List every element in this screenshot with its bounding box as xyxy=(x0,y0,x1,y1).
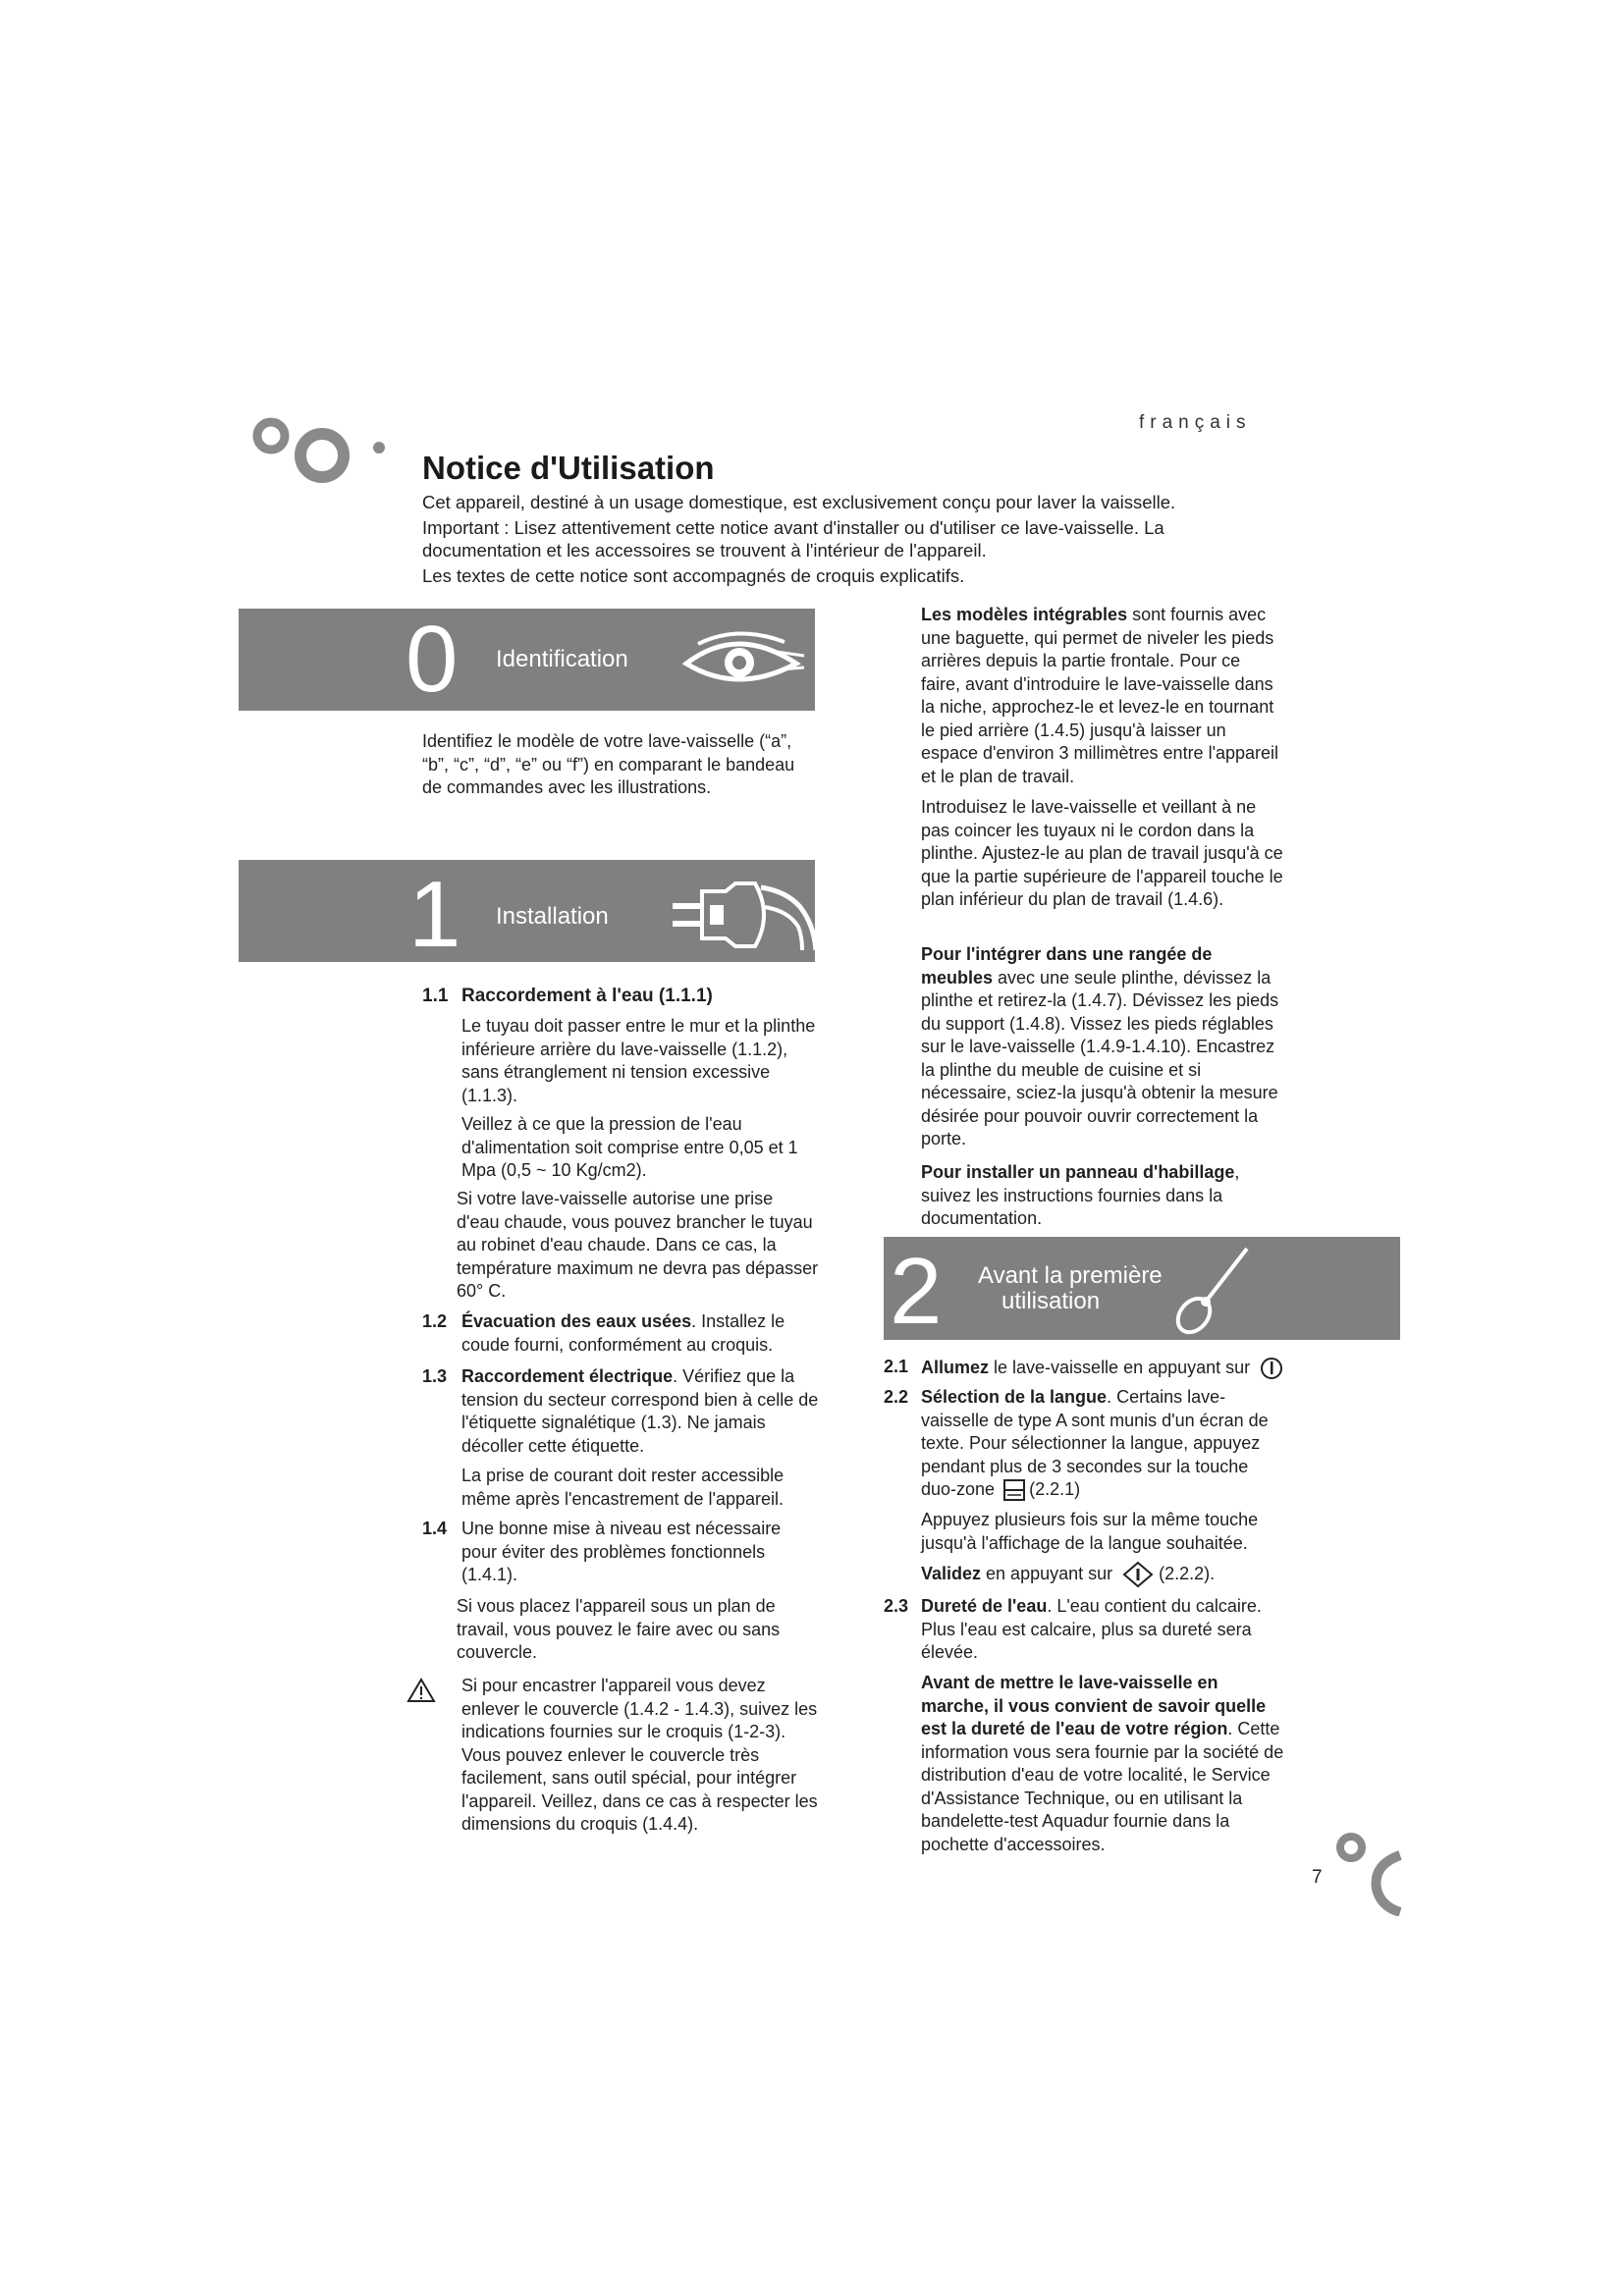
section-0-text: Identifiez le modèle de votre lave-vaisselle (“a”, “b”, “c”, “d”, “e” ou “f”) en comparant le bandeau de commandes avec les illustrations. xyxy=(422,731,795,797)
paragraph-lead: Avant de mettre le lave-vaisselle en marche, il vous convient de savoir quelle est la dureté de l'eau de votre région xyxy=(921,1673,1267,1738)
paragraph: La prise de courant doit rester accessible même après l'encastrement de l'appareil. xyxy=(461,1466,785,1509)
warning-icon xyxy=(406,1677,436,1704)
paragraph-lead: Pour installer un panneau d'habillage xyxy=(921,1162,1235,1182)
item-text-1-2: . Installez le coude fourni, conformément au croquis. xyxy=(461,1311,785,1355)
paragraph: Veillez à ce que la pression de l'eau d'alimentation soit comprise entre 0,05 et 1 Mpa (0,5 ~ 10 Kg/cm2). xyxy=(461,1114,798,1180)
item-title-2-3: Dureté de l'eau xyxy=(921,1596,1048,1616)
item-text-2-3: . L'eau contient du calcaire. Plus l'eau est calcaire, plus sa dureté sera élevée. xyxy=(921,1596,1262,1662)
paragraph xyxy=(921,1161,1284,1231)
section-number: 1 xyxy=(408,862,461,962)
item-title-2-2: Sélection de la langue xyxy=(921,1387,1108,1407)
intro-paragraph: Important : Lisez attentivement cette notice avant d'installer ou d'utiliser ce lave-vaisselle. La documentation et les accessoires se trouvent à l'intérieur de l'appareil. xyxy=(422,517,1164,561)
paragraph-text: sont fournis avec une baguette, qui permet de niveler les pieds arrières depuis la partie frontale. Pour ce faire, avant d'introduire le lave-vaisselle dans la niche, approchez-le et levez-le en tournant le pied arrière (1.4.5) jusqu'à laisser un espace d'environ 3 millimètres entre l'appareil et le plan de travail. xyxy=(921,605,1279,786)
page-number: 7 xyxy=(1312,1867,1323,1888)
item-text-2-2: . Certains lave-vaisselle de type A sont munis d'un écran de texte. Pour sélectionner la langue, appuyez pendant plus de 3 secondes sur la touche duo-zone xyxy=(921,1387,1269,1499)
item-1-2 xyxy=(461,1310,820,1357)
intro-paragraph: Les textes de cette notice sont accompagnés de croquis explicatifs. xyxy=(422,565,965,586)
item-number-1-4: 1.4 xyxy=(422,1519,448,1538)
paragraph-lead: Les modèles intégrables xyxy=(921,605,1128,624)
item-2-3 xyxy=(921,1595,1284,1665)
item-ref: (2.2.2). xyxy=(1159,1563,1216,1583)
section-label: utilisation xyxy=(1001,1288,1101,1314)
language-label: français xyxy=(1139,412,1252,433)
duo-zone-icon xyxy=(1002,1478,1026,1502)
brand-logo-icon xyxy=(244,412,391,501)
item-number-1-2: 1.2 xyxy=(422,1311,448,1331)
tool-icon xyxy=(1166,1245,1255,1335)
item-text-1-4: Une bonne mise à niveau est nécessaire pour éviter des problèmes fonctionnels (1.4.1). xyxy=(461,1519,782,1584)
item-2-2 xyxy=(921,1386,1284,1502)
item-number-2-1: 2.1 xyxy=(884,1357,909,1376)
paragraph xyxy=(921,604,1284,788)
section-0-banner xyxy=(239,609,815,711)
section-number: 0 xyxy=(406,609,459,711)
power-button-icon xyxy=(1259,1356,1284,1381)
item-title-1-3: Raccordement électrique xyxy=(461,1366,674,1386)
paragraph xyxy=(921,943,1284,1151)
item-ref: (2.2.1) xyxy=(1029,1479,1081,1499)
section-1-banner xyxy=(239,860,815,962)
paragraph: Le tuyau doit passer entre le mur et la plinthe inférieure arrière du lave-vaisselle (1.1.2), sans étranglement ni tension excessive (1.1.3). xyxy=(461,1016,816,1105)
paragraph-lead: Pour l'intégrer dans une rangée de meubles xyxy=(921,944,1213,988)
paragraph-text: en appuyant sur xyxy=(981,1563,1113,1583)
paragraph-text: . Cette information vous sera fournie par la société de distribution d'eau de votre localité, le Service d'Assistance Technique, ou en utilisant la bandelette-test Aquadur fournie dans la pochette d'accessoires. xyxy=(921,1719,1284,1854)
section-number: 2 xyxy=(890,1239,943,1340)
intro-paragraph: Cet appareil, destiné à un usage domestique, est exclusivement conçu pour laver la vaisselle. xyxy=(422,492,1176,512)
item-1-3 xyxy=(461,1365,820,1458)
paragraph xyxy=(921,1561,1284,1588)
item-text-2-1: le lave-vaisselle en appuyant sur xyxy=(989,1357,1251,1377)
section-label: Installation xyxy=(496,903,609,930)
paragraph xyxy=(921,1672,1284,1856)
section-label: Avant la première xyxy=(978,1262,1163,1289)
item-number-2-2: 2.2 xyxy=(884,1387,909,1407)
paragraph-text: avec une seule plinthe, dévissez la plinthe et retirez-la (1.4.7). Dévissez les pieds du support (1.4.8). Vissez les pieds réglables sur le lave-vaisselle (1.4.9-1.4.10). Encastrez la plinthe du meuble de cuisine et si nécessaire, sciez-la jusqu'à obtenir la mesure désirée pour pouvoir ouvrir correctement la porte. xyxy=(921,967,1279,1148)
item-number-1-3: 1.3 xyxy=(422,1366,448,1386)
intro-text xyxy=(422,491,1257,590)
paragraph: Si votre lave-vaisselle autorise une prise d'eau chaude, vous pouvez brancher le tuyau au robinet d'eau chaude. Dans ce cas, la température maximum ne devra pas dépasser 60° C. xyxy=(457,1189,819,1301)
page-title: Notice d'Utilisation xyxy=(422,450,715,486)
item-title-2-1: Allumez xyxy=(921,1357,990,1377)
paragraph-lead: Validez xyxy=(921,1563,982,1583)
brand-logo-icon xyxy=(1333,1826,1402,1916)
warning-text: Si pour encastrer l'appareil vous devez enlever le couvercle (1.4.2 - 1.4.3), suivez les indications fournies sur le croquis (1-2-3). Vous pouvez enlever le couvercle très facilement, sans outil spécial, pour intégrer l'appareil. Veillez, dans ce cas à respecter les dimensions du croquis (1.4.4). xyxy=(461,1676,818,1834)
paragraph-text: , suivez les instructions fournies dans la documentation. xyxy=(921,1162,1240,1228)
item-2-1 xyxy=(921,1356,1314,1381)
validate-button-icon xyxy=(1121,1561,1155,1588)
item-title-1-2: Évacuation des eaux usées xyxy=(461,1311,692,1331)
item-number-2-3: 2.3 xyxy=(884,1596,909,1616)
item-number-1-1: 1.1 xyxy=(422,986,449,1006)
item-text-1-3: . Vérifiez que la tension du secteur correspond bien à celle de l'étiquette signalétique (1.3). Ne jamais décoller cette étiquette. xyxy=(461,1366,819,1456)
paragraph: Introduisez le lave-vaisselle et veillant à ne pas coincer les tuyaux ni le cordon dans la plinthe. Ajustez-le au plan de travail jusqu'à ce que la partie supérieure de l'appareil touche le plan inférieur du plan de travail (1.4.6). xyxy=(921,797,1283,909)
item-title-1-1: Raccordement à l'eau (1.1.1) xyxy=(461,986,713,1006)
paragraph: Appuyez plusieurs fois sur la même touche jusqu'à l'affichage de la langue souhaitée. xyxy=(921,1510,1259,1553)
eye-icon xyxy=(678,630,806,689)
section-2-banner xyxy=(884,1237,1400,1340)
section-label: Identification xyxy=(496,646,628,672)
paragraph: Si vous placez l'appareil sous un plan de travail, vous pouvez le faire avec ou sans couvercle. xyxy=(457,1596,781,1662)
plug-icon xyxy=(671,878,815,952)
